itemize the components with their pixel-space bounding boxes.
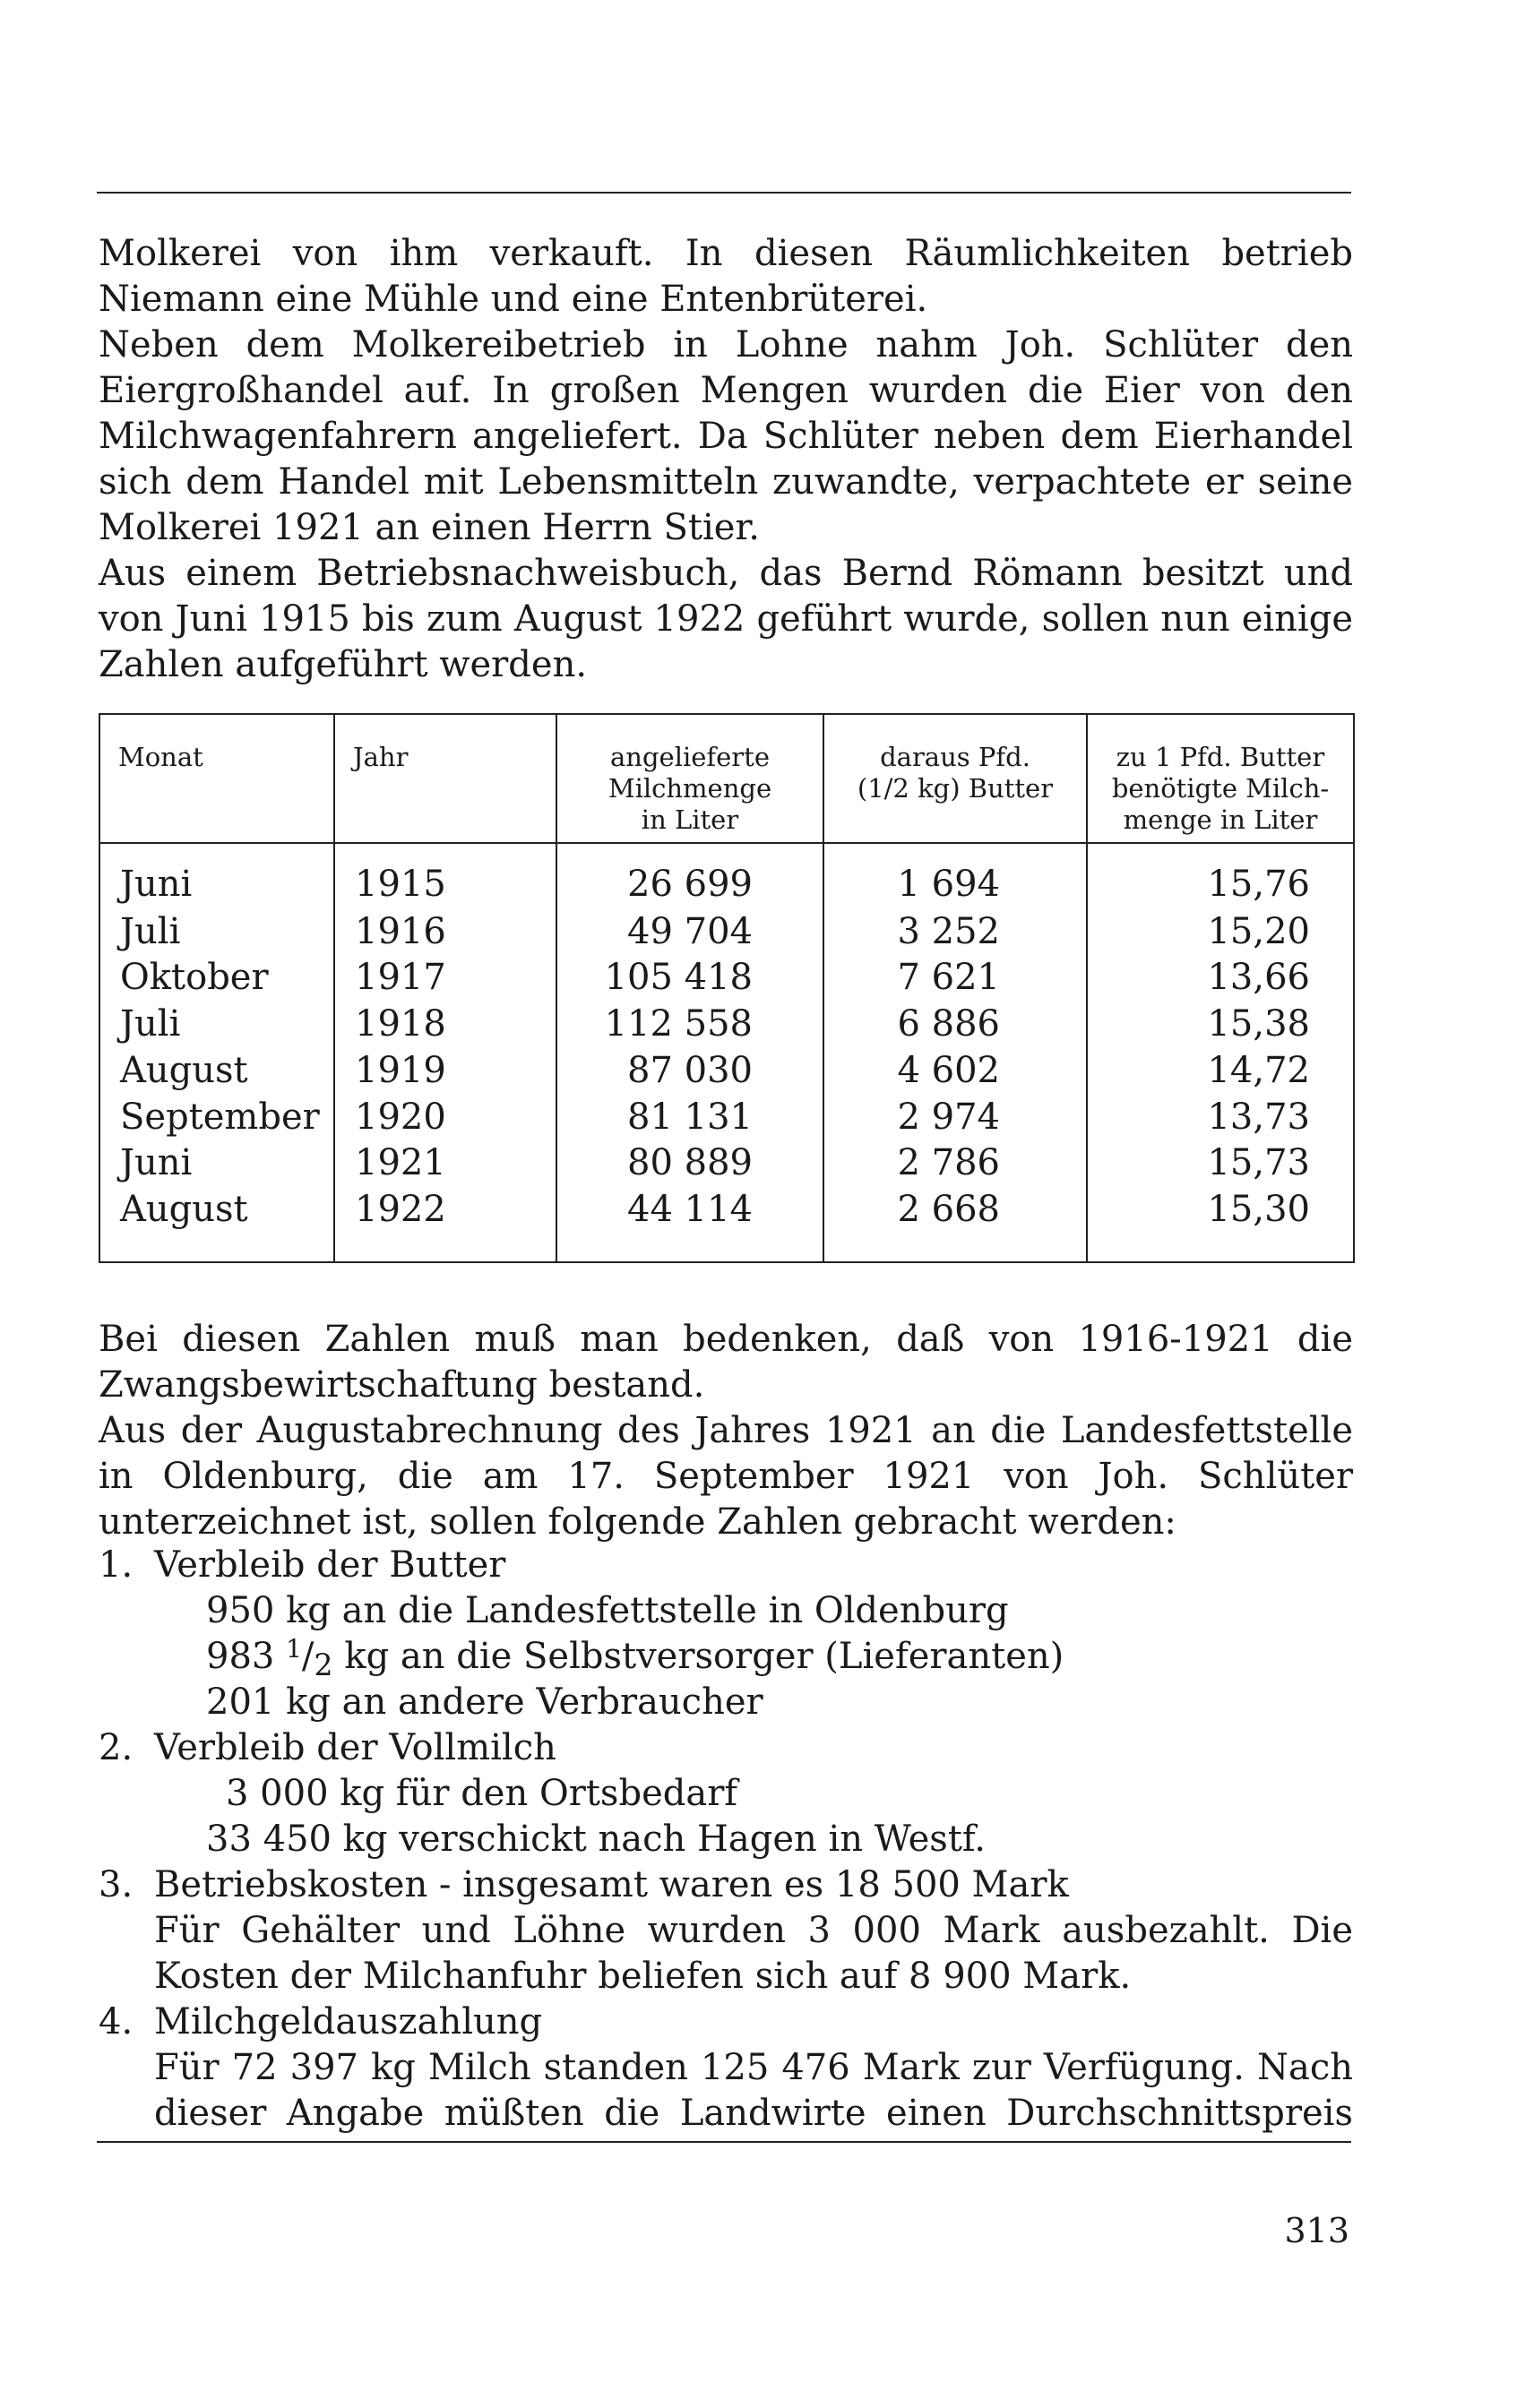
cell-month: Juni: [99, 843, 334, 909]
table-row: [99, 955, 1354, 1002]
list-item: [99, 1543, 1353, 1588]
list-item: [99, 1725, 1353, 1771]
cell-year: 1919: [334, 1048, 556, 1095]
cell-year: 1918: [334, 1002, 556, 1048]
table-row: [99, 909, 1354, 956]
list-subline: 33 450 kg verschickt nach Hagen in Westf.: [206, 1819, 986, 1860]
header-line: benötigte Milch-: [1111, 773, 1330, 804]
fraction-denominator: 2: [314, 1647, 333, 1682]
top-rule: [97, 192, 1351, 194]
list-subline: 3 000 kg für den Ortsbedarf: [226, 1773, 738, 1814]
text-line: Bei diesen Zahlen muß man bedenken, daß von 1916-1921 die Zwangsbewirtschaftung bestand.: [99, 1319, 1353, 1406]
list-item: [99, 1862, 1353, 1908]
bottom-rule: [97, 2141, 1351, 2143]
cell-milk-per-butter: 15,20: [1087, 909, 1354, 956]
cell-month: Oktober: [99, 955, 334, 1002]
list-item-title: Verbleib der Vollmilch: [154, 1727, 556, 1768]
cell-milk-volume: 44 114: [556, 1187, 823, 1262]
cell-year: 1915: [334, 843, 556, 909]
header-line: (1/2 kg) Butter: [857, 773, 1054, 804]
cell-milk-volume: 26 699: [556, 843, 823, 909]
table-row: [99, 1140, 1354, 1187]
list-subline: 201 kg an andere Verbraucher: [206, 1681, 763, 1723]
cell-milk-per-butter: 15,30: [1087, 1187, 1354, 1262]
list-item-title: Betriebskosten - insgesamt waren es 18 500 Mark: [154, 1864, 1069, 1905]
cell-milk-volume: 112 558: [556, 1002, 823, 1048]
table-row: [99, 1002, 1354, 1048]
table-row: [99, 1187, 1354, 1262]
cell-butter: 7 621: [823, 955, 1087, 1002]
fraction-whole: 983: [206, 1636, 275, 1677]
cell-milk-volume: 49 704: [556, 909, 823, 956]
table-row: [99, 1095, 1354, 1141]
header-line: menge in Liter: [1123, 804, 1318, 835]
header-month: Monat: [99, 714, 334, 843]
cell-month: August: [99, 1048, 334, 1095]
cell-butter: 6 886: [823, 1002, 1087, 1048]
cell-butter: 2 668: [823, 1187, 1087, 1262]
table-row: [99, 843, 1354, 909]
list-subline-fraction: [99, 1634, 1353, 1680]
header-milk-per-butter: [1087, 714, 1354, 843]
cell-milk-volume: 87 030: [556, 1048, 823, 1095]
cell-month: Juli: [99, 1002, 334, 1048]
cell-year: 1916: [334, 909, 556, 956]
table-header-row: [99, 714, 1354, 843]
list-marker: 1.: [99, 1544, 134, 1586]
cell-butter: 2 974: [823, 1095, 1087, 1141]
list-item-title: Verbleib der Butter: [154, 1544, 506, 1586]
header-line: Milchmenge: [608, 773, 772, 804]
intro-paragraph: [99, 231, 1353, 688]
text-line: Aus einem Betriebsnachweisbuch, das Bernd Römann besitzt und von Juni 1915 bis zum August 1922 geführt wurde, sollen nun einige Zahlen aufgeführt werden.: [99, 553, 1353, 685]
list-marker: 3.: [99, 1864, 134, 1905]
list-marker: 4.: [99, 2001, 134, 2042]
header-milk-volume: [556, 714, 823, 843]
cell-milk-per-butter: 15,76: [1087, 843, 1354, 909]
list-item-title: Milchgeldauszahlung: [154, 2001, 543, 2042]
table-row: [99, 1048, 1354, 1095]
cell-month: August: [99, 1187, 334, 1262]
cell-year: 1921: [334, 1140, 556, 1187]
list-item-text: Für 72 397 kg Milch standen 125 476 Mark zur Verfügung. Nach dieser Angabe müßten die Landwirte einen Durchschnittspreis: [154, 2047, 1353, 2134]
list-marker: 2.: [99, 1727, 134, 1768]
cell-month: Juli: [99, 909, 334, 956]
cell-milk-per-butter: 15,73: [1087, 1140, 1354, 1187]
production-table: [99, 713, 1355, 1263]
fraction-rest: kg an die Selbstversorger (Lieferanten): [344, 1636, 1064, 1677]
cell-milk-per-butter: 13,73: [1087, 1095, 1354, 1141]
header-line: zu 1 Pfd. Butter: [1116, 742, 1325, 772]
page-number: 313: [1284, 2211, 1349, 2250]
cell-milk-volume: 105 418: [556, 955, 823, 1002]
header-year: Jahr: [334, 714, 556, 843]
cell-butter: 1 694: [823, 843, 1087, 909]
header-butter: [823, 714, 1087, 843]
cell-month: Juni: [99, 1140, 334, 1187]
header-line: in Liter: [641, 804, 739, 835]
list-item-text: Für Gehälter und Löhne wurden 3 000 Mark ausbezahlt. Die Kosten der Milchanfuhr beliefen sich auf 8 900 Mark.: [154, 1910, 1353, 1997]
cell-butter: 3 252: [823, 909, 1087, 956]
header-line: angelieferte: [610, 742, 770, 772]
cell-milk-per-butter: 15,38: [1087, 1002, 1354, 1048]
header-line: daraus Pfd.: [880, 742, 1030, 772]
cell-milk-volume: 81 131: [556, 1095, 823, 1141]
cell-milk-per-butter: 13,66: [1087, 955, 1354, 1002]
list-item: [99, 2000, 1353, 2045]
fraction-numerator: 1: [286, 1634, 302, 1664]
text-line: Aus der Augustabrechnung des Jahres 1921 an die Landesfettstelle in Oldenburg, die am 17. September 1921 von Joh. Schlüter unterzeichnet ist, sollen folgende Zahlen gebracht werden:: [99, 1410, 1353, 1543]
cell-butter: 4 602: [823, 1048, 1087, 1095]
cell-year: 1922: [334, 1187, 556, 1262]
text-line: Neben dem Molkereibetrieb in Lohne nahm Joh. Schlüter den Eiergroßhandel auf. In großen Mengen wurden die Eier von den Milchwagenfahrern angeliefert. Da Schlüter neben dem Eierhandel sich dem Handel mit Lebensmitteln zuwandte, verpachtete er seine Molkerei 1921 an einen Herrn Stier.: [99, 324, 1353, 548]
text-line: Molkerei von ihm verkauft. In diesen Räumlichkeiten betrieb Niemann eine Mühle und eine Entenbrüterei.: [99, 233, 1353, 320]
cell-year: 1917: [334, 955, 556, 1002]
cell-butter: 2 786: [823, 1140, 1087, 1187]
cell-year: 1920: [334, 1095, 556, 1141]
context-paragraph: [99, 1317, 1353, 1545]
list-subline: 950 kg an die Landesfettstelle in Oldenburg: [206, 1590, 1009, 1631]
fraction: $^1/_2$: [286, 1634, 333, 1682]
cell-milk-volume: 80 889: [556, 1140, 823, 1187]
accounting-list: [99, 1543, 1353, 2137]
cell-milk-per-butter: 14,72: [1087, 1048, 1354, 1095]
cell-month: September: [99, 1095, 334, 1141]
